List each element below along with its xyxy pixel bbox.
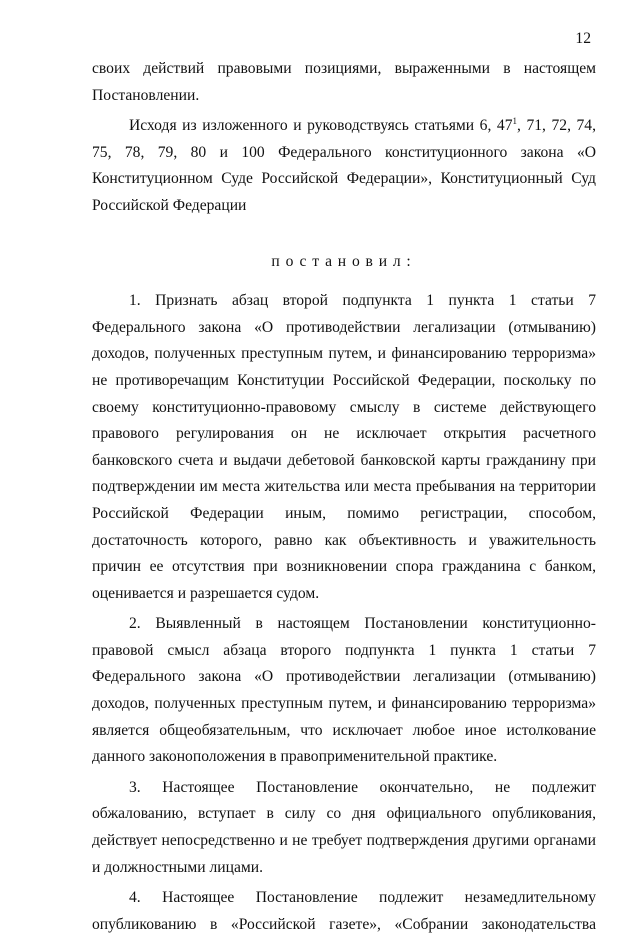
article-superscript: 1 (512, 116, 517, 127)
legal-basis-text-end: , 71, 72, 74, 75, 78, 79, 80 и 100 Федерального конституционного закона «О Конституционном Суде Российской Федерации», Конституционный Суд Российской Федерации (92, 117, 597, 214)
legal-basis-text-start: Исходя из изложенного и руководствуясь статьями 6, 47 (129, 117, 513, 135)
paragraph-item-3: 3. Настоящее Постановление окончательно, не подлежит обжалованию, вступает в силу со дня официального опубликования, действует непосредственно и не требует подтверждения другими органами и должностными лицами. (92, 778, 596, 876)
document-body (92, 56, 596, 937)
paragraph-legal-basis (92, 113, 596, 219)
paragraph-continuation: своих действий правовыми позициями, выраженными в настоящем Постановлении. (92, 60, 596, 104)
page-number: 12 (575, 30, 591, 47)
paragraph-item-4-clip (92, 885, 596, 937)
paragraph-item-2: 2. Выявленный в настоящем Постановлении конституционно-правовой смысл абзаца второго подпункта 1 пункта 1 статьи 7 Федерального закона «О противодействии легализации (отмыванию) доходов, полученных преступным путем, и финансированию терроризма» является общеобязательным, что исключает любое иное истолкование данного законоположения в правоприменительной практике. (92, 615, 596, 766)
paragraph-item-1: 1. Признать абзац второй подпункта 1 пункта 1 статьи 7 Федерального закона «О противодействии легализации (отмыванию) доходов, полученных преступным путем, и финансированию терроризма» не противоречащим Конституции Российской Федерации, поскольку по своему конституционно-правовому смыслу в системе действующего правового регулирования он не исключает открытия расчетного банковского счета и выдачи дебетовой банковской карты гражданину при подтверждении им места жительства или места пребывания на территории Российской Федерации иным, помимо регистрации, способом, достаточность которого, равно как объективность и уважительность причин ее отсутствия при возникновении спора гражданина с банком, оценивается и разрешается судом. (92, 292, 596, 602)
paragraph-item-4: 4. Настоящее Постановление подлежит незамедлительному опубликованию в «Российской газете», «Собрании законодательства (92, 889, 596, 933)
decree-heading: постановил: (271, 252, 417, 270)
